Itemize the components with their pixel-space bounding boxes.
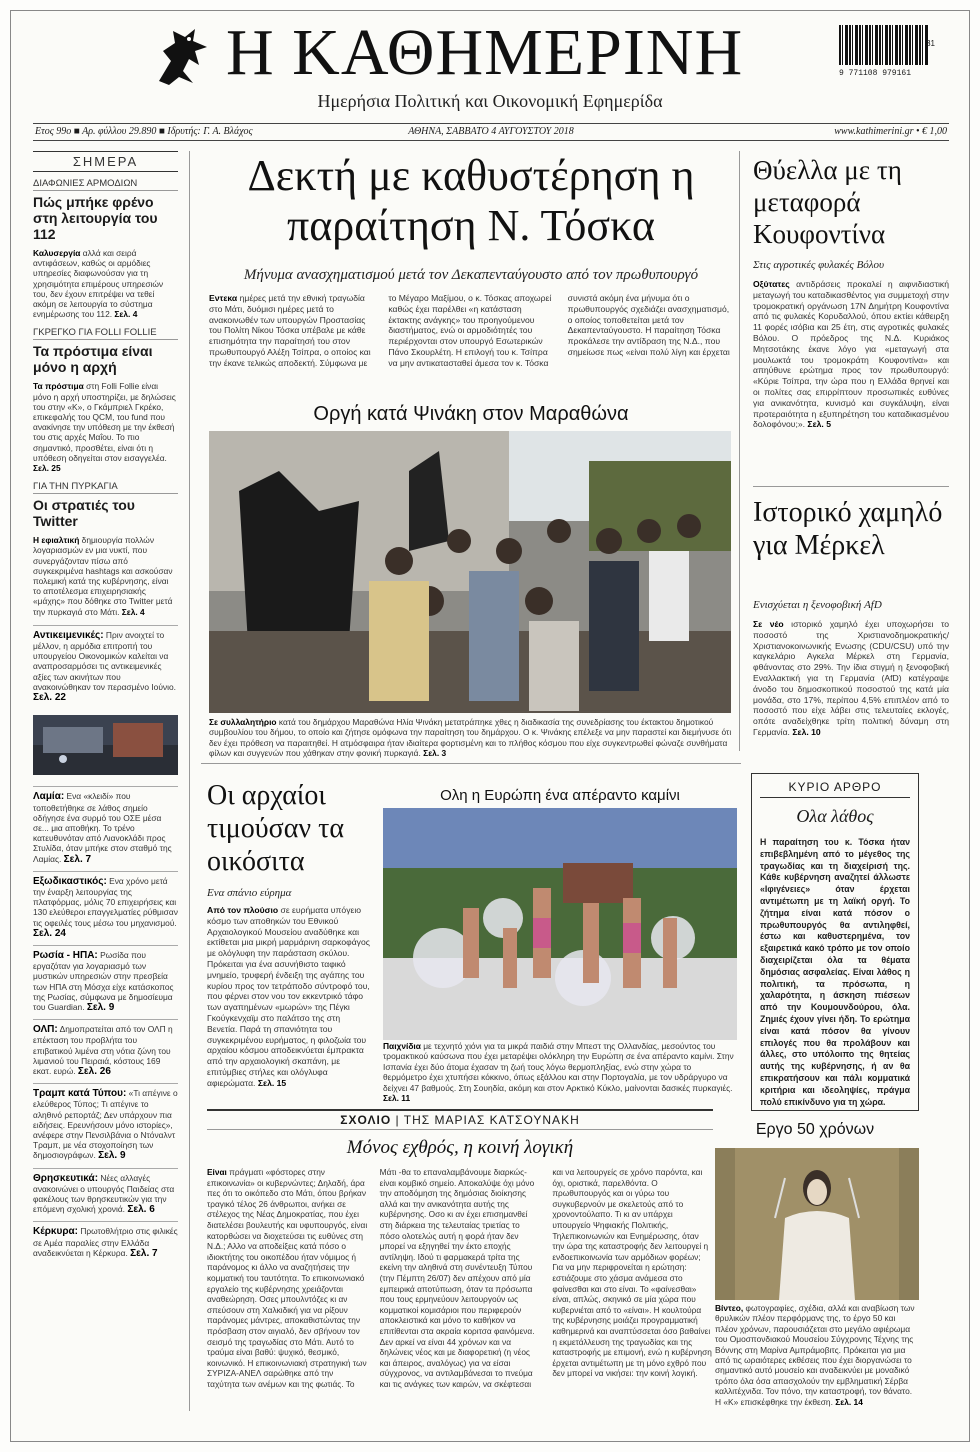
marathon-photo-title[interactable]: Οργή κατά Ψινάκη στον Μαραθώνα	[313, 403, 629, 425]
protest-photo	[209, 431, 731, 713]
barcode-bars	[839, 25, 929, 65]
story-text: Καλυσεργία αλλά και σειρά αντιφάσεων, καθώς οι αρμόδιες υπηρεσίες διαφωνούσαν για τη χρησιμότητα επιμέρους υπηρεσιών του, δεν έχουν επιτρέψει να τεθεί ακόμη σε λειτουργία το σύστημα ενημέρωσης του 112. Σελ. 4	[33, 248, 164, 320]
brief[interactable]: Λαμία: Ενα «κλειδί» που τοποθετήθηκε σε λάθος σημείο οδήγησε ένα συρμό του ΟΣΕ μέσα σε... μια αποθήκη. Το τρένο κατευθυνόταν από Λιανοκλάδι προς Στυλίδα, όταν μπήκε στον σταθμό της Λαμίας. Σελ. 7	[33, 786, 178, 864]
newspaper-front-page	[10, 10, 970, 1442]
kicker: ΓΙΑ ΤΗΝ ΠΥΡΚΑΓΙΑ	[33, 481, 178, 494]
abramovic-photo	[715, 1148, 919, 1300]
merkel-body: Σε νέο ιστορικό χαμηλό έχει υποχωρήσει το ποσοστό της Χριστιανοδημοκρατικής/Χριστιανοκοινωνικής Ενωσης (CDU/CSU) υπό την καγκελάριο Αγκελα Μέρκελ στη Γερμανία, φθάνοντας στο 29%. Την ίδια στιγμή η ξενοφοβική Εναλλακτική για τη Γερμανία (AfD) κατέγραψε άνοδο του δημοσκοπικού ποσοστού της κατά μία μονάδα, στο 17%, περίπου 4,5% επιπλέον από το ποσοστό που είχε λάβει στις τελευταίες εκλογές, οπότε αναδείχθηκε τρίτη πολιτική δύναμη στη Γερμανία. Σελ. 10	[753, 619, 949, 737]
brief[interactable]: Εξωδικαστικός: Ενα χρόνο μετά την έναρξη λειτουργίας της πλατφόρμας, μόλις 70 επιχειρήσεις και 130 ελεύθεροι επαγγελματίες ρύθμισαν τις οφειλές τους μέσω του μηχανισμού. Σελ. 24	[33, 871, 178, 939]
comment-body: Είναι πράγματι «φόστορες στην επικοινωνία» οι κυβερνώντες; Δηλαδή, άρα πες ότι το οικόπεδο στο Μάτι, όπου βρήκαν τραγικό τέλος 26 άνθρωποι, ανήκει σε στέλεχος της Νέας Δημοκρατίας, που έχει διατελέσει βουλευτής και υφυπουργός, είναι κατορθώσει να διοχετεύσει τις ευθύνες στη Ν.Δ.; Αλλο να αποδείξεις κατά πόσο ο ιδιοκτήτης του οικοπέδου ήταν νόμιμος ή παράνομος κι άλλο να αναζητήσεις την κομματική του ταυτότητα. Το επικοινωνιακό εργαλείο της κυβέρνησης χρειάζονται αναθεώρηση. Οσες μπουλντόζες κι αν σπεύσουν στη Χαλκιδική για να ρίξουν παράνομες μάντρες, αποκαθιστώντας την πρόσβαση στον αιγιαλό, δεν σβήνουν τον σεισμό της τραγωδίας στο Μάτι. Αυτό το τραύμα είναι βαθύ: ψυχικό, θεσμικό, κοινωνικό. Η επικοινωνιακή στρατηγική των ΣΥΡΙΖΑ-ΑΝΕΛ σαρώθηκε από την ταχύτητα των ανέμων και της φωτιάς. Το Μάτι -θα το επαναλαμβάνουμε διαρκώς- είναι κομβικό σημείο. Αποκαλύψε όχι μόνο την αποδόμηση της δημόσιας διοίκησης αλλά και την ανικανότητα αυτής της κυβέρνησης. Οσο κι αν έχει επισημανθεί στη διάρκεια της τελευταίας τριετίας το πόσο ολοτελώς αυτή η φορά ήταν δεν μπορεί να εξηγηθεί την έκτο εποχής αντίληψη. Ιδού τι φαρμακερά τρίτα της εκείνη την αληθινά στη συνέντευξη Τύπου (την Πέμπτη 26/07) δεν απέχουν από μία εμπειρικά αποτύπωση, όταν τα πρόσωπα που τους ερμηνεύουν λειτουργούν ως κομματικοί κομισάριοι που περιφερούν αποκλειστικά και μόνο το καθήκον να επιτίθενται στα ακραία κοριτσα φαινόμενα. Δεν αρκεί να είναι 44 χρόνων και να δηλώνεις νέος και με διαφορετική (η νέος και άπειρος, αναλόγως) για να είσαι σύγχρονος, να αντιλαμβάνεσαι το πνεύμα και τις ανάγκες των καιρών, να σκέφτεσαι και να λειτουργείς σε χρόνο παρόντα, και όχι, οριστικά, παρελθόντα. Ο πρωθυπουργός και οι γύρω του συγκυβερνούν με σκελετούς από το χρονοντούλαπο. Τι κι αν υπάρχει υπουργείο Ψηφιακής Πολιτικής, Τηλεπικοινωνιών και Ενημέρωσης, όταν την ώρα της καταστροφής δεν λειτουργεί η ενδοεπικοινωνία των αρμόδιων φορέων; Για να μην περιφρονείται η ερώτηση: εστιάζουμε στο χάσμα ανάμεσα στο φαίνεσθαι και στο είναι. Το «φαίνεσθαι» είναι, απλώς, σκηνικό σε μία χώρα που κυβερνιέται από το «είναι». Η κουλτούρα της κυβέρνησης μοιάζει προγραμματική καθημερινά και αναπτύσσεται όσο βαθαίνει η εκμετάλλευση της τραγωδίας και της καταστροφής με επιμονή, ενώ η κυβέρνηση έρχεται αντιμέτωπη με τη μόνο εχθρό που δεν μπορεί να νικήσει: την κοινή λογική.	[207, 1167, 712, 1389]
issue-code: 31	[926, 39, 935, 48]
dateline-left: Ετος 99ο ■ Αρ. φύλλου 29.890 ■ Ιδρυτής: Γ. Α. Βλάχος	[35, 126, 253, 137]
left-item[interactable]	[33, 327, 178, 473]
protest-caption: Σε συλλαλητήριο κατά του δημάρχου Μαραθώνα Ηλία Ψινάκη μετατράπηκε χθες η διαδικασία της συνεδρίασης του έκτακτου δημοτικού συμβουλίου του δήμου, το οποίο και ζήτησε ομόφωνα την παραίτηση του δημάρχου. Ο κ. Ψινάκης επέλεξε να μην παραστεί και διεμήνυσε ότι δεν έχει πρόθεση να παραιτηθεί. Η ατμόσφαιρα ήταν ιδιαίτερα φορτισμένη και το πλήθος κόσμου που είχε συγκεντρωθεί φώναζε συνθήματα φίλων και συγγενών που χάθηκαν στην φονική πυρκαγιά. Σελ. 3	[209, 717, 732, 759]
story-text: Η εφιαλτική δημιουργία πολλών λογαριασμών εν μια νυκτί, που συνεργάζονταν πίσω από συγκεκριμένα hashtags και ασκούσαν πολεμική κατά της κυβέρνησης, είναι το αποτέλεσμα επιχειρησιακής «μάχης» που δόθηκε στο Twitter μετά την πυρκαγιά στο Μάτι. Σελ. 4	[33, 535, 173, 617]
art-title[interactable]: Εργο 50 χρόνων	[755, 1121, 875, 1138]
merkel-deck: Ενισχύεται η ξενοφοβική AfD	[753, 599, 882, 611]
brief[interactable]: Αντικειμενικές: Πριν ανοιχτεί το μέλλον, η αρμόδια επιτροπή του υπουργείου Οικονομικών καλείται να αναπροσαρμόσει τις αντικειμενικές αξίες των ακινήτων που ανακοινώθηκαν τον περασμένο Ιούνιο. Σελ. 22	[33, 625, 178, 703]
masthead	[11, 11, 969, 119]
train-photo	[33, 715, 178, 775]
art-caption: Βίντεο, φωτογραφίες, σχέδια, αλλά και αναβίωση των θρυλικών πλέον περφόρμανς της, το έργο 50 και πλέον χρόνων, παρουσιάζεται στο μεγάλο αφιέρωμα του Ομοσπονδιακού Μουσείου Σύγχρονης Τέχνης της Βόννης στη Μαρίνα Αμπράμοβιτς. Πρόκειται για μια από τις ωραιότερες εκθέσεις που έχει διοργανώσει το σημαντικό αυτό μουσείο και αναδεικνύει με μοναδικό τρόπο όλα όσα απασχολούν την εμβληματική Σέρβα καλλιτέχνιδα. Τον πόνο, την καταστροφή, τον θάνατο. Η «Κ» επισκέφθηκε την έκθεση. Σελ. 14	[715, 1303, 915, 1407]
editorial-label: ΚΥΡΙΟ ΑΡΘΡΟ	[760, 780, 910, 798]
masthead-subtitle: Ημερήσια Πολιτική και Οικονομική Εφημερίδα	[317, 91, 663, 111]
section-label-today: ΣΗΜΕΡΑ	[33, 151, 178, 172]
main-deck: Μήνυμα ανασχηματισμού μετά τον Δεκαπενταύγουστο από τον πρωθυπουργό	[243, 267, 699, 283]
barcode	[839, 25, 935, 91]
dateline-right: www.kathimerini.gr • € 1,00	[834, 126, 947, 137]
brief[interactable]: Θρησκευτικά: Νέες αλλαγές ανακοινώνει ο υπουργός Παιδείας στα φακέλους των θρησκευτικών για την επόμενη σχολική χρονιά. Σελ. 6	[33, 1168, 178, 1216]
ancient-headline[interactable]: Οι αρχαίοι τιμούσαν τα οικόσιτα	[207, 780, 345, 877]
kicker: ΔΙΑΦΩΝΙΕΣ ΑΡΜΟΔΙΩΝ	[33, 178, 178, 191]
headline: Πώς μπήκε φρένο στη λειτουργία του 112	[33, 194, 158, 242]
koufontinas-deck: Στις αγροτικές φυλακές Βόλου	[753, 259, 885, 271]
merkel-headline[interactable]: Ιστορικό χαμηλό για Μέρκελ	[753, 497, 943, 561]
brief[interactable]: Κέρκυρα: Πρωτοθλήτριο στις φιλικές σε Αμέα παραλίες στην Ελλάδα αναδεικνύεται η Κέρκυρα. Σελ. 7	[33, 1221, 178, 1259]
main-body: Εντεκα ημέρες μετά την εθνική τραγωδία στο Μάτι, δυόμισι ημέρες μετά το ανακοινωθέν των υπουργών Προστασίας του Πολίτη Νίκου Τόσκα υπέβαλε με κάθε επισημότητα την παραίτησή του στον πρωθυπουργό Αλέξη Τσίπρα, ο οποίος και την έκανε τελικώς αποδεκτή. Σύμφωνα με το Μέγαρο Μαξίμου, ο κ. Τόσκας αποχωρεί καθώς έχει παρέλθει «η κατάσταση έκτακτης ανάγκης» του προηγούμενου διαστήματος, ενώ οι αρμοδιότητές του περιέρχονται στον υπουργό Εσωτερικών Πάνο Σκουρλέτη. Η επιλογή του κ. Τσίπρα να μην αντικατασταθεί άμεσα τον κ. Τόσκα συνιστά ακόμη ένα μήνυμα ότι ο πρωθυπουργός σχεδιάζει ανασχηματισμό, ο οποίος τοποθετείται μετά τον Δεκαπενταύγουστο. Η παραίτηση Τόσκα προκάλεσε την αντίδραση της Ν.Δ., που σημείωσε πως «είναι πολύ λίγη και έρχεται	[209, 293, 730, 368]
heatwave-title[interactable]: Ολη η Ευρώπη ένα απέραντο καμίνι	[440, 787, 680, 804]
comment-headline[interactable]: Μόνος εχθρός, η κοινή λογική	[346, 1137, 574, 1158]
column-rule	[739, 151, 740, 751]
brief[interactable]: Τραμπ κατά Τύπου: «Τι απέγινε ο ελεύθερος Τύπος; Τι απέγινε το αληθινό ρεπορτάζ; Δεν υπάρχουν πια ειδήσεις. Ερευνήσουν μόνο ιστορίες», ανέφερε στην Πενσιλβάνια ο Ντόναλντ Τραμπ, με νέα στοχοποίηση των δημοσιογράφων. Σελ. 9	[33, 1083, 178, 1161]
brief[interactable]: ΟΛΠ: Δημοπρατείται από τον ΟΛΠ η επέκταση του προβλήτα του επιβατικού λιμένα στη νότια ζώνη του λιμανιού του Πειραιά, κόστους 169 εκατ. ευρώ. Σελ. 26	[33, 1019, 178, 1077]
column-rule	[189, 151, 190, 1411]
headline: Οι στρατιές του Twitter	[33, 497, 135, 530]
brief[interactable]: Ρωσία - ΗΠΑ: Ρωσίδα που εργαζόταν για λογαριασμό των μυστικών υπηρεσιών στην πρεσβεία των ΗΠΑ στη Μόσχα είχε κατάσκοπος της Ρωσίας, σύμφωνα με δημοσίευμα του Guardian. Σελ. 9	[33, 945, 178, 1013]
left-column	[33, 151, 178, 1265]
masthead-title: Η ΚΑΘΗΜΕΡΙΝΗ	[226, 16, 744, 89]
section-rule	[201, 763, 741, 764]
editorial-box[interactable]	[751, 773, 919, 1111]
dateline	[33, 123, 949, 141]
barcode-number: 9 771108 979161	[839, 69, 912, 78]
headline: Τα πρόστιμα είναι μόνο η αρχή	[33, 343, 153, 376]
dateline-center: ΑΘΗΝΑ, ΣΑΒΒΑΤΟ 4 ΑΥΓΟΥΣΤΟΥ 2018	[408, 126, 574, 137]
kicker: ΓΚΡΕΓΚΟ ΓΙΑ FOLLI FOLLIE	[33, 327, 178, 340]
story-text: Τα πρόστιμα στη Folli Follie είναι μόνο η αρχή υποστηρίζει, με δηλώσεις του στην «Κ», ο Γκάμπριελ Γκρέκο, επικεφαλής του QCM, του fund που ανακίνησε την υπόθεση με την έκθεσή του στις αρχές Μαΐου. Το πιο σημαντικό, προσθέτει, είναι ότι η υπόθεση οδηγείται στον εισαγγελέα. Σελ. 25	[33, 381, 176, 474]
editorial-title: Ολα λάθος	[796, 806, 874, 826]
left-item[interactable]	[33, 481, 178, 617]
koufontinas-headline[interactable]: Θύελλα με τη μεταφορά Κουφοντίνα	[753, 155, 902, 249]
ancient-body: Από τον πλούσιο σε ευρήματα υπόγειο κόσμο των αποθηκών του Εθνικού Αρχαιολογικού Μουσείου αναδύθηκε και εκτίθεται μια μικρή μαρμάρινη σαρκοφάγος με ολόγλυφη την παράσταση σκύλου. Πρόκειται για ένα ασυνήθιστο ταφικό μνημείο, τρυφερή ένδειξη της αγάπης του κυρίου προς τον τετράποδο σύντροφό του, που φέρνει στον νου τον εκκεντρικό τάφο των αγαπημένων «μωρών» της Πέγκι Γκούγκενχαϊμ στο παλάτσο της στη Βενετία. Παρά τη σπανιότητα του συγκεκριμένου ευρήματος, η φιλοζωία του αρχαίου κόσμου αποδεικνύεται έμπρακτα από την αρχαιολογική σκαπάνη, με επιτύμβιες στήλες και ολόγλυφα αφιερώματα. Σελ. 15	[207, 905, 370, 1088]
main-headline[interactable]: Δεκτή με καθυστέρηση η παραίτηση Ν. Τόσκα	[247, 151, 695, 250]
griffin-logo-icon	[149, 21, 219, 91]
koufontinas-body: Οξύτατες αντιδράσεις προκαλεί η αιφνιδιαστική μεταγωγή του καταδικασθέντος για συμμετοχή στην τρομοκρατική οργάνωση 17Ν Δημήτρη Κουφοντίνα από τις φυλακές Κορυδαλλού, όπου εκτίει κάθειρξη 11 φορές ισόβια και 25 έτη, στις αγροτικές φυλακές Βόλου. Ο πρόεδρος της Ν.Δ. Κυριάκος Μητσοτάκης έκανε λόγο για «μεταγωγή στα μουλωκτά του τρομοκράτη Κουφοντίνα» και απηύθυνε ερώτημα προς τον πρωθυπουργό: «Κύριε Τσίπρα, την ώρα που η Ελλάδα θρηνεί και οι πολίτες σας επιρρίπτουν προσωπικές ευθύνες για ανικανότητα, κυνισμό και συγκάλυψη, είναι προτεραιότητα η εξυπηρέτηση του καταδικασμένου δολοφόνου;». Σελ. 5	[753, 279, 949, 430]
heatwave-caption: Παιχνίδια με τεχνητό χιόνι για τα μικρά παιδιά στην Μπεστ της Ολλανδίας, μεσούντος του τρομακτικού καύσωνα που έχει μεταρέψει ολόκληρη την Ευρώπη σε ένα απέραντο καμίνι. Στην Ισπανία έχει δύο άτομα έχασαν τη ζωή τους λόγω θερμοπληξίας, ενώ στην χώρα το θερμόμετρο έχει χτυπήσει κόκκινο, όπως εξάλλου και στην Πορτογαλία, με τον υδράργυρο να δείχνει 47 βαθμούς. Στη Σουηδία, ακόμη και στον Αρκτικό Κύκλο, μαίνονται δασικές πυρκαγιές. Σελ. 11	[383, 1041, 734, 1104]
comment-label: ΣΧΟΛΙΟ | ΤΗΣ ΜΑΡΙΑΣ ΚΑΤΣΟΥΝΑΚΗ	[207, 1109, 713, 1130]
editorial-body: Η παραίτηση του κ. Τόσκα ήταν επιβεβλημένη από το μέγεθος της τραγωδίας και τη διαχείρισή της. Κάθε κυβέρνηση αναζητεί άλλωστε «Ιφιγένειες» όταν έρχεται αντιμέτωπη με τη λαϊκή οργή. Το ζήτημα είναι κατά πόσον ο πρωθυπουργός θα αντιληφθεί, έστω και καθυστερημένα, τον εξαιρετικά κακό τρόπο με τον οποίο διαχειρίζεται όλα τα θέματα δημόσιας ασφαλείας. Είναι λάθος η πολιτική, τα πρόσωπα, η χαλαρότητα, η άσκηση πιέσεων από την Κουμουνδούρου, όλα. Ζημιές έχουν γίνει ήδη. Το ερώτημα είναι κατά πόσον θα γίνουν επιλογές που θα προλάβουν και άλλες, στο υπόλοιπο της θητείας αυτής της κυβέρνησης, ή αν θα επικρατήσουν και πάλι κομματικά κριτήρια και ιδεοληψίες, πράγμα πολύ επικίνδυνο για τη χώρα.	[760, 837, 910, 1107]
left-item[interactable]	[33, 178, 178, 319]
ancient-deck: Ενα σπάνιο εύρημα	[207, 887, 292, 899]
heatwave-photo	[383, 808, 737, 1040]
story-rule	[753, 486, 949, 487]
